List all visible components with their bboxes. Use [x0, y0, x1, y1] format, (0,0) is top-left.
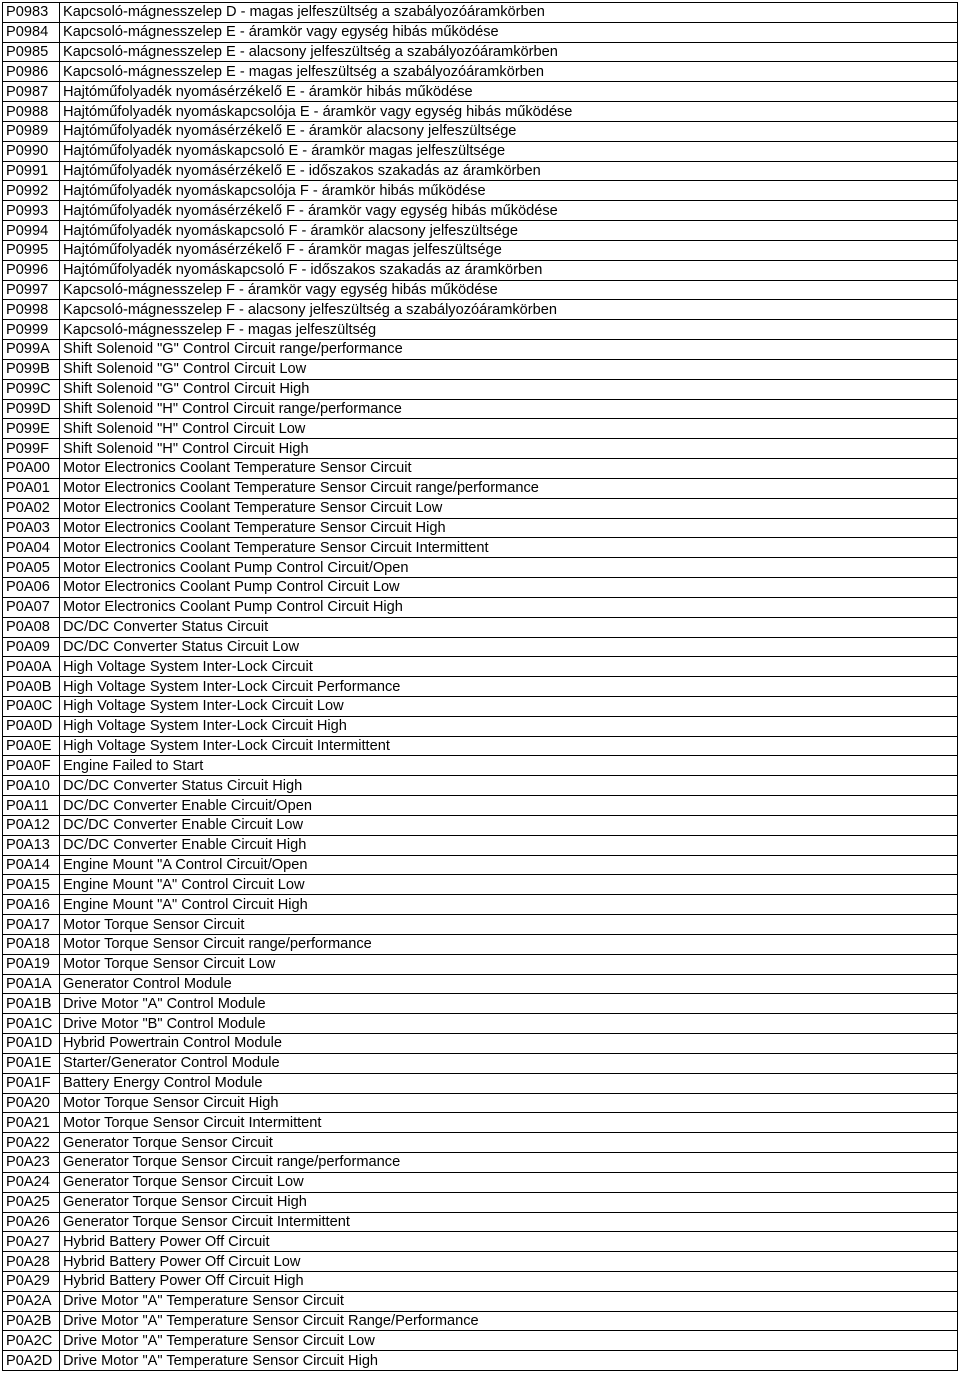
dtc-code-cell: P0A1B — [3, 994, 60, 1014]
table-row — [3, 240, 958, 260]
table-row — [3, 102, 958, 122]
dtc-description-cell: DC/DC Converter Status Circuit High — [60, 776, 958, 796]
dtc-description-cell: Drive Motor "B" Control Module — [60, 1014, 958, 1034]
dtc-code-cell: P0A19 — [3, 954, 60, 974]
table-row — [3, 478, 958, 498]
table-row — [3, 1232, 958, 1252]
dtc-description-cell: Shift Solenoid "G" Control Circuit Low — [60, 359, 958, 379]
table-row — [3, 82, 958, 102]
dtc-description-cell: Engine Mount "A" Control Circuit High — [60, 895, 958, 915]
table-row — [3, 1153, 958, 1173]
table-row — [3, 280, 958, 300]
dtc-description-cell: Motor Electronics Coolant Temperature Sensor Circuit Low — [60, 498, 958, 518]
table-row — [3, 121, 958, 141]
table-row — [3, 201, 958, 221]
dtc-code-cell: P0994 — [3, 221, 60, 241]
dtc-description-cell: DC/DC Converter Enable Circuit Low — [60, 815, 958, 835]
table-row — [3, 260, 958, 280]
table-row — [3, 1192, 958, 1212]
dtc-description-cell: Hybrid Battery Power Off Circuit High — [60, 1272, 958, 1292]
dtc-description-cell: Shift Solenoid "G" Control Circuit range/performance — [60, 340, 958, 360]
dtc-description-cell: Kapcsoló-mágnesszelep E - magas jelfeszültség a szabályozóáramkörben — [60, 62, 958, 82]
dtc-code-cell: P0A22 — [3, 1133, 60, 1153]
dtc-code-cell: P0A0D — [3, 716, 60, 736]
dtc-description-cell: Generator Torque Sensor Circuit range/performance — [60, 1153, 958, 1173]
dtc-code-cell: P0A1F — [3, 1073, 60, 1093]
dtc-code-cell: P0990 — [3, 141, 60, 161]
dtc-description-cell: Motor Electronics Coolant Pump Control Circuit High — [60, 597, 958, 617]
dtc-code-cell: P0984 — [3, 22, 60, 42]
table-row — [3, 756, 958, 776]
table-row — [3, 221, 958, 241]
dtc-code-table — [2, 2, 958, 1371]
dtc-description-cell: Drive Motor "A" Temperature Sensor Circuit — [60, 1291, 958, 1311]
dtc-description-cell: Kapcsoló-mágnesszelep F - magas jelfeszültség — [60, 320, 958, 340]
dtc-code-cell: P0A06 — [3, 578, 60, 598]
dtc-description-cell: Motor Torque Sensor Circuit — [60, 915, 958, 935]
dtc-code-cell: P0A14 — [3, 855, 60, 875]
dtc-description-cell: Drive Motor "A" Temperature Sensor Circuit Low — [60, 1331, 958, 1351]
dtc-description-cell: Hajtóműfolyadék nyomásérzékelő E - áramkör hibás működése — [60, 82, 958, 102]
table-row — [3, 181, 958, 201]
table-row — [3, 934, 958, 954]
dtc-code-cell: P0A2A — [3, 1291, 60, 1311]
table-row — [3, 1093, 958, 1113]
dtc-description-cell: Hybrid Battery Power Off Circuit — [60, 1232, 958, 1252]
dtc-description-cell: High Voltage System Inter-Lock Circuit Low — [60, 696, 958, 716]
dtc-description-cell: Generator Torque Sensor Circuit Low — [60, 1172, 958, 1192]
table-row — [3, 3, 958, 23]
dtc-description-cell: Drive Motor "A" Temperature Sensor Circuit Range/Performance — [60, 1311, 958, 1331]
dtc-code-cell: P0A12 — [3, 815, 60, 835]
dtc-code-cell: P0A1A — [3, 974, 60, 994]
dtc-description-cell: Generator Torque Sensor Circuit Intermittent — [60, 1212, 958, 1232]
dtc-description-cell: Hajtóműfolyadék nyomásérzékelő F - áramkör magas jelfeszültsége — [60, 240, 958, 260]
dtc-code-cell: P0A23 — [3, 1153, 60, 1173]
table-row — [3, 1172, 958, 1192]
dtc-code-cell: P0A17 — [3, 915, 60, 935]
dtc-code-cell: P0A28 — [3, 1252, 60, 1272]
table-row — [3, 22, 958, 42]
dtc-description-cell: Hajtóműfolyadék nyomáskapcsolója F - áramkör hibás működése — [60, 181, 958, 201]
dtc-description-cell: Generator Control Module — [60, 974, 958, 994]
dtc-description-cell: Hajtóműfolyadék nyomáskapcsoló E - áramkör magas jelfeszültsége — [60, 141, 958, 161]
dtc-code-cell: P0A02 — [3, 498, 60, 518]
table-row — [3, 1291, 958, 1311]
dtc-description-cell: DC/DC Converter Enable Circuit High — [60, 835, 958, 855]
table-row — [3, 1113, 958, 1133]
table-row — [3, 141, 958, 161]
table-row — [3, 657, 958, 677]
dtc-description-cell: Hajtóműfolyadék nyomáskapcsoló F - időszakos szakadás az áramkörben — [60, 260, 958, 280]
table-row — [3, 855, 958, 875]
table-row — [3, 1311, 958, 1331]
dtc-code-cell: P0A0F — [3, 756, 60, 776]
dtc-code-cell: P0996 — [3, 260, 60, 280]
dtc-code-cell: P0A0B — [3, 677, 60, 697]
dtc-code-cell: P0A16 — [3, 895, 60, 915]
dtc-description-cell: Motor Electronics Coolant Temperature Sensor Circuit Intermittent — [60, 538, 958, 558]
dtc-description-cell: Motor Torque Sensor Circuit Intermittent — [60, 1113, 958, 1133]
dtc-description-cell: Hajtóműfolyadék nyomáskapcsolója E - áramkör vagy egység hibás működése — [60, 102, 958, 122]
dtc-code-cell: P0A0E — [3, 736, 60, 756]
dtc-description-cell: Engine Mount "A Control Circuit/Open — [60, 855, 958, 875]
table-row — [3, 498, 958, 518]
table-row — [3, 379, 958, 399]
table-row — [3, 439, 958, 459]
dtc-code-cell: P0A1D — [3, 1034, 60, 1054]
dtc-description-cell: High Voltage System Inter-Lock Circuit — [60, 657, 958, 677]
dtc-code-cell: P0A21 — [3, 1113, 60, 1133]
table-row — [3, 1212, 958, 1232]
dtc-code-cell: P0999 — [3, 320, 60, 340]
dtc-description-cell: Kapcsoló-mágnesszelep F - áramkör vagy egység hibás működése — [60, 280, 958, 300]
dtc-description-cell: Drive Motor "A" Control Module — [60, 994, 958, 1014]
table-row — [3, 1331, 958, 1351]
dtc-description-cell: Motor Electronics Coolant Temperature Sensor Circuit — [60, 459, 958, 479]
dtc-description-cell: Shift Solenoid "H" Control Circuit Low — [60, 419, 958, 439]
dtc-description-cell: Hajtóműfolyadék nyomásérzékelő F - áramkör vagy egység hibás működése — [60, 201, 958, 221]
dtc-description-cell: Hybrid Powertrain Control Module — [60, 1034, 958, 1054]
dtc-code-cell: P0A07 — [3, 597, 60, 617]
dtc-code-cell: P0983 — [3, 3, 60, 23]
dtc-description-cell: Drive Motor "A" Temperature Sensor Circuit High — [60, 1351, 958, 1371]
dtc-description-cell: Motor Electronics Coolant Temperature Sensor Circuit range/performance — [60, 478, 958, 498]
dtc-code-cell: P0A26 — [3, 1212, 60, 1232]
table-row — [3, 796, 958, 816]
dtc-code-cell: P0997 — [3, 280, 60, 300]
table-row — [3, 875, 958, 895]
dtc-description-cell: Shift Solenoid "H" Control Circuit High — [60, 439, 958, 459]
dtc-description-cell: Motor Torque Sensor Circuit range/performance — [60, 934, 958, 954]
dtc-code-cell: P099B — [3, 359, 60, 379]
dtc-code-cell: P0A25 — [3, 1192, 60, 1212]
dtc-description-cell: Kapcsoló-mágnesszelep E - áramkör vagy egység hibás működése — [60, 22, 958, 42]
dtc-code-cell: P0A03 — [3, 518, 60, 538]
table-row — [3, 161, 958, 181]
table-row — [3, 340, 958, 360]
table-row — [3, 915, 958, 935]
table-row — [3, 558, 958, 578]
dtc-code-cell: P0A27 — [3, 1232, 60, 1252]
dtc-description-cell: Kapcsoló-mágnesszelep F - alacsony jelfeszültség a szabályozóáramkörben — [60, 300, 958, 320]
table-row — [3, 399, 958, 419]
dtc-description-cell: Hajtóműfolyadék nyomásérzékelő E - időszakos szakadás az áramkörben — [60, 161, 958, 181]
table-row — [3, 954, 958, 974]
table-row — [3, 62, 958, 82]
dtc-description-cell: High Voltage System Inter-Lock Circuit Intermittent — [60, 736, 958, 756]
dtc-code-cell: P0998 — [3, 300, 60, 320]
table-row — [3, 637, 958, 657]
dtc-code-cell: P0A04 — [3, 538, 60, 558]
table-row — [3, 776, 958, 796]
table-row — [3, 815, 958, 835]
dtc-code-cell: P099A — [3, 340, 60, 360]
dtc-code-cell: P099E — [3, 419, 60, 439]
dtc-description-cell: Motor Torque Sensor Circuit High — [60, 1093, 958, 1113]
dtc-code-cell: P0992 — [3, 181, 60, 201]
dtc-code-cell: P099C — [3, 379, 60, 399]
table-row — [3, 994, 958, 1014]
table-row — [3, 1073, 958, 1093]
table-row — [3, 419, 958, 439]
dtc-code-cell: P0993 — [3, 201, 60, 221]
dtc-description-cell: Shift Solenoid "G" Control Circuit High — [60, 379, 958, 399]
dtc-description-cell: High Voltage System Inter-Lock Circuit High — [60, 716, 958, 736]
table-row — [3, 677, 958, 697]
dtc-code-cell: P0A24 — [3, 1172, 60, 1192]
table-row — [3, 835, 958, 855]
dtc-description-cell: Generator Torque Sensor Circuit High — [60, 1192, 958, 1212]
dtc-code-cell: P0A0C — [3, 696, 60, 716]
table-row — [3, 1034, 958, 1054]
table-row — [3, 1053, 958, 1073]
table-row — [3, 42, 958, 62]
dtc-code-cell: P0A15 — [3, 875, 60, 895]
table-row — [3, 1272, 958, 1292]
dtc-code-cell: P0A18 — [3, 934, 60, 954]
table-row — [3, 578, 958, 598]
table-row — [3, 617, 958, 637]
dtc-code-cell: P0995 — [3, 240, 60, 260]
dtc-description-cell: Battery Energy Control Module — [60, 1073, 958, 1093]
dtc-description-cell: Motor Electronics Coolant Pump Control Circuit Low — [60, 578, 958, 598]
dtc-code-cell: P099D — [3, 399, 60, 419]
dtc-description-cell: Engine Mount "A" Control Circuit Low — [60, 875, 958, 895]
table-row — [3, 974, 958, 994]
dtc-description-cell: High Voltage System Inter-Lock Circuit Performance — [60, 677, 958, 697]
dtc-code-cell: P0A2C — [3, 1331, 60, 1351]
dtc-code-cell: P0A11 — [3, 796, 60, 816]
table-row — [3, 1014, 958, 1034]
dtc-code-cell: P0985 — [3, 42, 60, 62]
dtc-description-cell: Motor Electronics Coolant Pump Control Circuit/Open — [60, 558, 958, 578]
dtc-description-cell: Engine Failed to Start — [60, 756, 958, 776]
dtc-code-cell: P0A01 — [3, 478, 60, 498]
table-row — [3, 895, 958, 915]
table-row — [3, 459, 958, 479]
dtc-description-cell: Kapcsoló-mágnesszelep E - alacsony jelfeszültség a szabályozóáramkörben — [60, 42, 958, 62]
dtc-code-cell: P0A29 — [3, 1272, 60, 1292]
dtc-code-cell: P0A1C — [3, 1014, 60, 1034]
dtc-code-cell: P0989 — [3, 121, 60, 141]
table-row — [3, 696, 958, 716]
dtc-code-cell: P0A13 — [3, 835, 60, 855]
dtc-code-cell: P0A10 — [3, 776, 60, 796]
dtc-code-cell: P0A20 — [3, 1093, 60, 1113]
dtc-code-table-body — [3, 3, 958, 1371]
dtc-description-cell: Motor Electronics Coolant Temperature Sensor Circuit High — [60, 518, 958, 538]
dtc-code-cell: P0A00 — [3, 459, 60, 479]
dtc-code-cell: P0991 — [3, 161, 60, 181]
dtc-code-cell: P099F — [3, 439, 60, 459]
dtc-code-cell: P0A08 — [3, 617, 60, 637]
dtc-description-cell: DC/DC Converter Status Circuit — [60, 617, 958, 637]
dtc-description-cell: DC/DC Converter Enable Circuit/Open — [60, 796, 958, 816]
dtc-description-cell: Hybrid Battery Power Off Circuit Low — [60, 1252, 958, 1272]
dtc-description-cell: Generator Torque Sensor Circuit — [60, 1133, 958, 1153]
table-row — [3, 1133, 958, 1153]
table-row — [3, 359, 958, 379]
dtc-description-cell: Hajtóműfolyadék nyomáskapcsoló F - áramkör alacsony jelfeszültsége — [60, 221, 958, 241]
table-row — [3, 1351, 958, 1371]
dtc-code-cell: P0986 — [3, 62, 60, 82]
table-row — [3, 518, 958, 538]
table-row — [3, 597, 958, 617]
dtc-code-cell: P0A2B — [3, 1311, 60, 1331]
table-row — [3, 538, 958, 558]
table-row — [3, 300, 958, 320]
dtc-code-cell: P0987 — [3, 82, 60, 102]
dtc-code-cell: P0A05 — [3, 558, 60, 578]
dtc-description-cell: DC/DC Converter Status Circuit Low — [60, 637, 958, 657]
dtc-description-cell: Starter/Generator Control Module — [60, 1053, 958, 1073]
dtc-code-cell: P0A09 — [3, 637, 60, 657]
dtc-code-cell: P0A1E — [3, 1053, 60, 1073]
dtc-description-cell: Kapcsoló-mágnesszelep D - magas jelfeszültség a szabályozóáramkörben — [60, 3, 958, 23]
table-row — [3, 320, 958, 340]
dtc-description-cell: Shift Solenoid "H" Control Circuit range/performance — [60, 399, 958, 419]
dtc-code-cell: P0A0A — [3, 657, 60, 677]
table-row — [3, 716, 958, 736]
table-row — [3, 1252, 958, 1272]
dtc-description-cell: Motor Torque Sensor Circuit Low — [60, 954, 958, 974]
dtc-code-cell: P0988 — [3, 102, 60, 122]
dtc-description-cell: Hajtóműfolyadék nyomásérzékelő E - áramkör alacsony jelfeszültsége — [60, 121, 958, 141]
table-row — [3, 736, 958, 756]
dtc-code-cell: P0A2D — [3, 1351, 60, 1371]
